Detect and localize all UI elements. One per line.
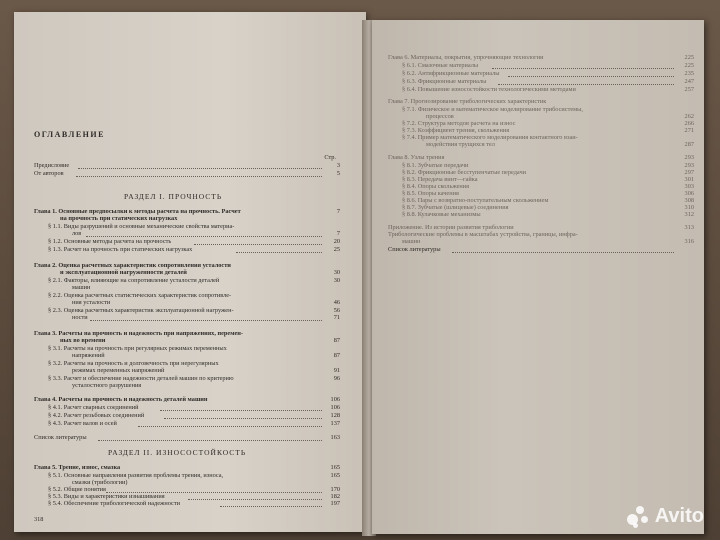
toc-entry: § 1.2. Основные методы расчета на прочность	[48, 238, 172, 245]
chapter-title: Глава 8. Узлы трения	[388, 154, 445, 161]
toc-entry: смазки (трибологии)	[72, 479, 128, 486]
appendix-sub-cont: машин	[402, 238, 421, 245]
toc-page: 316	[684, 238, 694, 245]
toc-page: 257	[684, 86, 694, 93]
chapter-title: Глава 5. Трение, износ, смазка	[34, 464, 121, 471]
toc-entry: § 4.2. Расчет резьбовых соединений	[48, 412, 145, 419]
chapter-title: Глава 4. Расчеты на прочность и надежность деталей машин	[34, 396, 208, 403]
toc-entry: § 8.1. Зубчатые передачи	[402, 162, 469, 169]
toc-page: 30	[333, 269, 340, 276]
toc-page: 266	[684, 120, 694, 127]
toc-page: 46	[333, 299, 340, 306]
toc-page: 170	[330, 486, 340, 493]
section-title: РАЗДЕЛ II. ИЗНОСОСТОЙКОСТЬ	[108, 448, 247, 457]
appendix-sub: Трибологические проблемы в масштабах устройства, границы, инфра-	[388, 231, 578, 238]
leader-dots	[98, 440, 322, 441]
appendix-title: Приложение. Из истории развития трибологии	[388, 224, 514, 231]
page-column-label: Стр.	[324, 154, 336, 161]
toc-page: 137	[330, 420, 340, 427]
toc-page: 163	[330, 434, 340, 441]
toc-page: 293	[684, 162, 694, 169]
toc-entry: § 7.1. Физическое и математическое моделирование трибосистемы,	[402, 106, 583, 113]
toc-entry: лов	[72, 230, 82, 237]
toc-entry: § 3.1. Расчеты на прочность при регулярных режимах переменных	[48, 345, 227, 352]
leader-dots	[194, 244, 322, 245]
toc-entry: § 6.3. Фрикционные материалы	[402, 78, 487, 85]
toc-entry: Список литературы	[34, 434, 87, 441]
toc-page: 271	[684, 127, 694, 134]
chapter-title-cont: и эксплуатационной нагруженности деталей	[60, 269, 187, 276]
toc-entry: ния усталости	[72, 299, 111, 306]
toc-entry: ности	[72, 314, 88, 321]
toc-entry: Предисловие	[34, 162, 70, 169]
chapter-title: Глава 6. Материалы, покрытия, упрочняющие технологии	[388, 54, 544, 61]
chapter-title: Глава 2. Оценка расчетных характеристик сопротивления усталости	[34, 262, 231, 269]
leader-dots	[138, 426, 322, 427]
leader-dots	[86, 236, 322, 237]
right-page	[372, 20, 704, 534]
leader-dots	[76, 176, 322, 177]
toc-entry: модействия трущихся тел	[426, 141, 495, 148]
toc-page: 5	[336, 170, 340, 177]
toc-page: 301	[684, 176, 694, 183]
toc-entry: § 8.5. Опоры качения	[402, 190, 459, 197]
toc-entry: режимах переменных напряжений	[72, 367, 165, 374]
toc-page: 312	[684, 211, 694, 218]
toc-page: 197	[330, 500, 340, 507]
chapter-title: Глава 3. Расчеты на прочность и надежность при напряжениях, перемен-	[34, 330, 243, 337]
avito-logo-icon	[627, 506, 649, 528]
toc-page: 128	[330, 412, 340, 419]
toc-page: 247	[684, 78, 694, 85]
toc-entry: процессов	[426, 113, 454, 120]
toc-entry: машин	[72, 284, 91, 291]
toc-page: 287	[684, 141, 694, 148]
toc-page: 306	[684, 190, 694, 197]
toc-entry: § 5.4. Обеспечение трибологической надежности	[48, 500, 180, 507]
toc-page: 7	[336, 208, 340, 215]
toc-entry: усталостного разрушения	[72, 382, 142, 389]
avito-watermark	[627, 505, 704, 528]
leader-dots	[498, 84, 674, 85]
leader-dots	[90, 320, 322, 321]
toc-entry: § 6.2. Антифрикционные материалы	[402, 70, 500, 77]
leader-dots	[220, 506, 322, 507]
leader-dots	[188, 499, 322, 500]
leader-dots	[508, 76, 674, 77]
toc-page: 87	[333, 352, 340, 359]
toc-page: 91	[333, 367, 340, 374]
toc-entry: § 5.1. Основные направления развития проблемы трения, износа,	[48, 472, 224, 479]
toc-entry: § 5.3. Виды и характеристики изнашивания	[48, 493, 165, 500]
toc-entry: § 3.2. Расчеты на прочность и долговечность при нерегулярных	[48, 360, 219, 367]
chapter-title-cont: ных во времени	[60, 337, 106, 344]
toc-entry: Список литературы	[388, 246, 441, 253]
toc-page: 7	[336, 230, 340, 237]
toc-page: 313	[684, 224, 694, 231]
toc-page: 225	[684, 62, 694, 69]
toc-page: 106	[330, 396, 340, 403]
chapter-title: Глава 1. Основные предпосылки к методы расчета на прочность. Расчет	[34, 208, 241, 215]
toc-page: 106	[330, 404, 340, 411]
toc-page: 30	[333, 277, 340, 284]
toc-entry: § 8.6. Пары с возвратно-поступательным скольжением	[402, 197, 549, 204]
toc-title: ОГЛАВЛЕНИЕ	[34, 130, 105, 139]
toc-page: 56	[333, 307, 340, 314]
leader-dots	[160, 410, 322, 411]
toc-entry: § 2.2. Оценка расчетных статистических характеристик сопротивле-	[48, 292, 232, 299]
chapter-title: Глава 7. Прогнозирование трибологических характеристик	[388, 98, 547, 105]
leader-dots	[78, 168, 322, 169]
toc-entry: § 1.3. Расчет на прочность при статических нагрузках	[48, 246, 193, 253]
toc-entry: От авторов	[34, 170, 64, 177]
toc-entry: § 4.3. Расчет валов и осей	[48, 420, 117, 427]
toc-entry: § 8.3. Передача винт—гайка	[402, 176, 478, 183]
toc-page: 308	[684, 197, 694, 204]
page-number: 318	[34, 516, 44, 523]
leader-dots	[164, 418, 322, 419]
toc-entry: § 6.1. Смазочные материалы	[402, 62, 479, 69]
toc-entry: § 8.4. Опоры скольжения	[402, 183, 470, 190]
toc-entry: § 7.3. Коэффициент трения, скольжения	[402, 127, 510, 134]
toc-entry: § 2.1. Факторы, влияющие на сопротивление усталости деталей	[48, 277, 220, 284]
toc-page: 297	[684, 169, 694, 176]
toc-entry: § 4.1. Расчет сварных соединений	[48, 404, 139, 411]
toc-page: 262	[684, 113, 694, 120]
toc-page: 293	[684, 154, 694, 161]
toc-page: 3	[336, 162, 340, 169]
toc-entry: § 8.8. Кулачковые механизмы	[402, 211, 481, 218]
toc-page: 310	[684, 204, 694, 211]
toc-entry: § 8.7. Зубчатые (шлицевые) соединения	[402, 204, 509, 211]
toc-page: 25	[333, 246, 340, 253]
toc-page: 225	[684, 54, 694, 61]
toc-entry: напряжений	[72, 352, 105, 359]
toc-entry: § 1.1. Виды разрушений и основные механические свойства материа-	[48, 223, 235, 230]
left-page	[14, 12, 366, 532]
toc-entry: § 8.2. Фрикционные бесступенчатые передачи	[402, 169, 526, 176]
toc-entry: § 5.2. Общие понятия	[48, 486, 106, 493]
toc-page: 303	[684, 183, 694, 190]
toc-page: 96	[333, 375, 340, 382]
toc-entry: § 2.3. Оценка расчетных характеристик эксплуатационной нагружен-	[48, 307, 234, 314]
leader-dots	[452, 252, 674, 253]
toc-entry: § 7.2. Структура методов расчета на износ	[402, 120, 516, 127]
toc-page: 182	[330, 493, 340, 500]
avito-text: Avito	[654, 505, 704, 527]
toc-page: 235	[684, 70, 694, 77]
leader-dots	[236, 252, 322, 253]
section-title: РАЗДЕЛ I. ПРОЧНОСТЬ	[124, 192, 223, 201]
toc-page: 165	[330, 472, 340, 479]
toc-entry: § 3.3. Расчет и обеспечение надежности деталей машин по критерию	[48, 375, 234, 382]
chapter-title-cont: на прочность при статических нагрузках	[60, 215, 178, 222]
toc-entry: § 6.4. Повышение износостойкости технологическими методами	[402, 86, 576, 93]
toc-page: 165	[330, 464, 340, 471]
leader-dots	[492, 68, 674, 69]
toc-page: 71	[333, 314, 340, 321]
toc-page: 87	[333, 337, 340, 344]
toc-page: 20	[333, 238, 340, 245]
toc-entry: § 7.4. Пример математического моделирования контактного взаи-	[402, 134, 578, 141]
